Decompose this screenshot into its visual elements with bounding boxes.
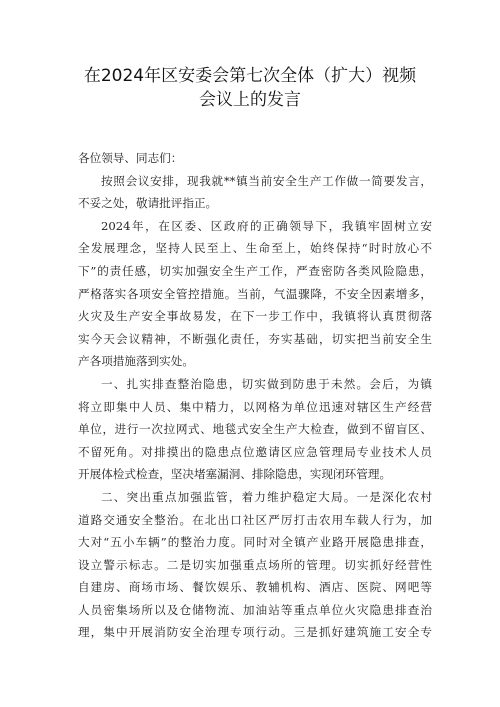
text-line: 不留死角。对排摸出的隐患点位邀请区应急管理局专业技术人员 xyxy=(78,444,432,459)
text-line: 实今天会议精神，不断强化责任，夯实基础，切实把当前安全生 xyxy=(78,331,432,346)
title-line-2: 会议上的发言 xyxy=(199,90,301,110)
text-line: 2024年，在区委、区政府的正确领导下，我镇牢固树立安 xyxy=(101,218,432,233)
text-line: 设立警示标志。二是切实加强重点场所的管理。切实抓好经营性 xyxy=(78,557,432,572)
text-line: 全发展理念，坚持人民至上、生命至上，始终保持“时时放心不 xyxy=(78,241,432,256)
text-line: 二、突出重点加强监管，着力维护稳定大局。一是深化农村 xyxy=(101,489,432,504)
text-line: 理，集中开展消防安全治理专项行动。三是抓好建筑施工安全专 xyxy=(78,625,432,640)
paragraph-section-one xyxy=(78,373,432,486)
title-line-1: 在2024年区安委会第七次全体（扩大）视频 xyxy=(83,66,417,86)
text-line: 产各项措施落到实处。 xyxy=(78,354,194,369)
text-line: 下”的责任感，切实加强安全生产工作，严查密防各类风险隐患， xyxy=(78,263,432,278)
paragraph-overview xyxy=(78,215,432,373)
text-line: 一、扎实排查整治隐患，切实做到防患于未然。会后，为镇 xyxy=(101,376,432,391)
text-line: 不妥之处，敬请批评指正。 xyxy=(78,196,218,211)
text-line: 单位，进行一次拉网式、地毯式安全生产大检查，做到不留盲区、 xyxy=(78,422,432,437)
text-line: 大对“五小车辆”的整治力度。同时对全镇产业路开展隐患排查， xyxy=(78,535,432,550)
text-line: 严格落实各项安全管控措施。当前，气温骤降，不安全因素增多， xyxy=(78,286,432,301)
text-line: 火灾及生产安全事故易发，在下一步工作中，我镇将认真贯彻落 xyxy=(78,309,432,324)
text-line: 道路交通安全整治。在北出口社区严厉打击农用车载人行为，加 xyxy=(78,512,432,527)
text-line: 自建房、商场市场、餐饮娱乐、教辅机构、酒店、医院、网吧等 xyxy=(78,580,432,595)
document-body xyxy=(78,147,432,644)
paragraph-intro xyxy=(78,170,432,215)
text-line: 人员密集场所以及仓储物流、加油站等重点单位火灾隐患排查治 xyxy=(78,602,432,617)
text-line: 开展体检式检查，坚决堵塞漏洞、排除隐患，实现闭环管理。 xyxy=(78,467,392,482)
paragraph-section-two xyxy=(78,486,432,644)
text-line: 按照会议安排，现我就**镇当前安全生产工作做一简要发言， xyxy=(101,173,432,188)
greeting: 各位领导、同志们： xyxy=(78,151,183,165)
text-line: 将立即集中人员、集中精力，以网格为单位迅速对辖区生产经营 xyxy=(78,399,432,414)
document-title xyxy=(60,64,440,112)
